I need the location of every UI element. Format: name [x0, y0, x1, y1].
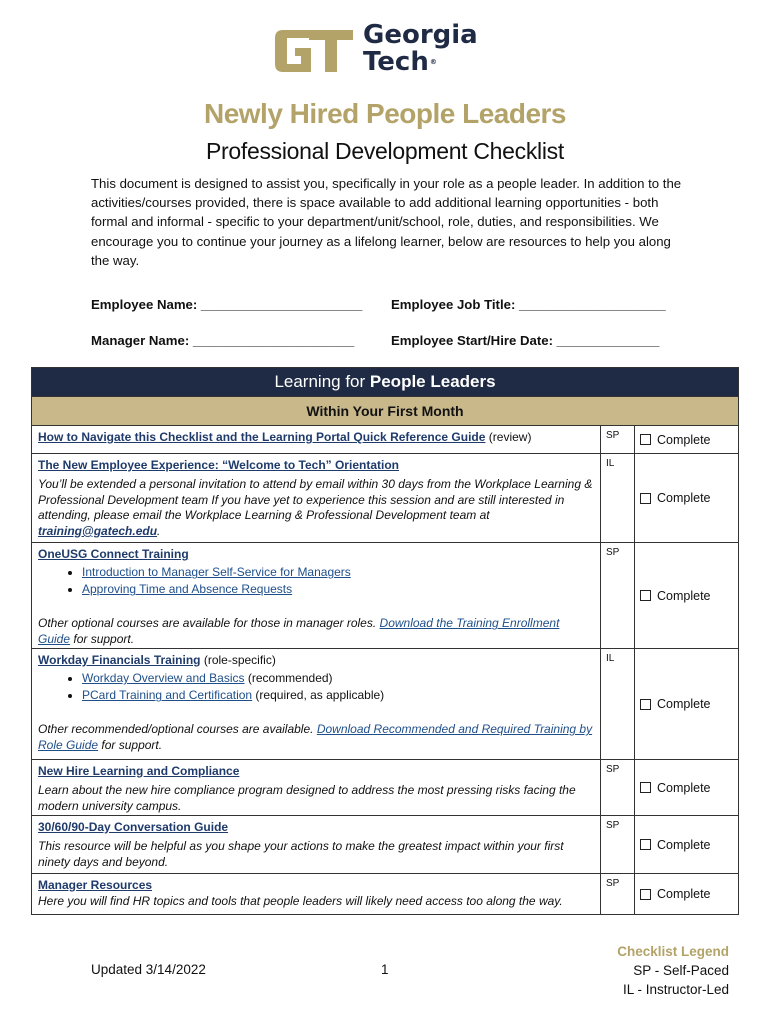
complete-label: Complete — [657, 837, 711, 852]
complete-checkbox[interactable] — [635, 874, 738, 914]
checkbox-icon[interactable] — [640, 434, 651, 445]
table-subheader: Within Your First Month — [32, 396, 738, 425]
email-link[interactable]: training@gatech.edu — [38, 523, 158, 538]
row-title-suffix: (role-specific) — [200, 653, 276, 667]
row-title-link[interactable]: How to Navigate this Checklist and the Learning Portal Quick Reference Guide — [38, 430, 486, 444]
row-description: Here you will find HR topics and tools that people leaders will likely need access too along the way. — [38, 894, 563, 909]
table-row — [32, 873, 738, 914]
complete-checkbox[interactable] — [635, 454, 738, 542]
table-row — [32, 425, 738, 453]
row-type: SP — [601, 874, 635, 914]
course-link[interactable]: Introduction to Manager Self-Service for Managers — [82, 565, 351, 580]
georgia-tech-logo — [273, 20, 478, 82]
course-link[interactable]: Workday Overview and Basics — [82, 671, 245, 686]
complete-label: Complete — [657, 432, 711, 447]
course-list — [38, 564, 594, 598]
start-date-field[interactable]: Employee Start/Hire Date: ______________ — [391, 333, 660, 348]
legend-il: IL - Instructor-Led — [622, 982, 729, 997]
checkbox-icon[interactable] — [640, 839, 651, 850]
complete-label: Complete — [657, 588, 711, 603]
legend-sp: SP - Self-Paced — [633, 963, 729, 978]
table-row — [32, 759, 738, 815]
updated-date: Updated 3/14/2022 — [91, 962, 206, 977]
checkbox-icon[interactable] — [640, 782, 651, 793]
employee-name-field[interactable]: Employee Name: ______________________ — [91, 297, 363, 312]
row-note: Other recommended/optional courses are available. Download Recommended and Required Training by Role Guide for support. — [38, 722, 593, 752]
table-row — [32, 648, 738, 759]
row-title-link[interactable]: 30/60/90-Day Conversation Guide — [38, 820, 229, 834]
table-header: Learning for People Leaders — [32, 368, 738, 396]
row-title-link[interactable]: Manager Resources — [38, 878, 153, 892]
intro-paragraph: This document is designed to assist you, specifically in your role as a people leader. In addition to the activities/courses provided, there is space available to add additional learning opportunities - both formal and informal - specific to your department/unit/school, role, duties, and responsibilities. We encourage you to continue your journey as a lifelong learner, below are resources to help you along the way. — [91, 176, 682, 268]
gt-monogram-icon — [273, 26, 355, 76]
checkbox-icon[interactable] — [640, 699, 651, 710]
page-subtitle: Professional Development Checklist — [206, 138, 564, 164]
checkbox-icon[interactable] — [640, 889, 651, 900]
page-title: Newly Hired People Leaders — [203, 98, 567, 129]
course-link[interactable]: Approving Time and Absence Requests — [82, 582, 293, 597]
row-title-link[interactable]: OneUSG Connect Training — [38, 547, 189, 561]
table-row — [32, 453, 738, 542]
course-list: • Workday Overview and Basics (recommended) • PCard Training and Certification (required, as applicable) — [38, 670, 594, 704]
row-description: Learn about the new hire compliance program designed to address the most pressing risks facing the modern university campus. — [38, 783, 576, 813]
row-title-link[interactable]: New Hire Learning and Compliance — [38, 764, 240, 778]
employee-job-title-field[interactable]: Employee Job Title: ____________________ — [391, 297, 666, 312]
complete-label: Complete — [657, 780, 711, 795]
manager-name-field[interactable]: Manager Name: ______________________ — [91, 333, 355, 348]
complete-checkbox[interactable] — [635, 649, 738, 759]
row-description: You’ll be extended a personal invitation to attend by email within 30 days from the Workplace Learning & Professional Development team If you have yet to experience this session and are still interested in attending, please email the Workplace Learning & Professional Development team at training@gatech.edu. — [38, 477, 593, 538]
row-type: SP — [601, 816, 635, 873]
role-guide-link[interactable]: Download Recommended and Required Training by Role Guide — [38, 722, 593, 752]
row-title-link[interactable]: The New Employee Experience: “Welcome to Tech” Orientation — [38, 458, 399, 472]
page-number: 1 — [381, 962, 389, 977]
complete-checkbox[interactable] — [635, 760, 738, 815]
complete-checkbox[interactable] — [635, 543, 738, 648]
checklist-table — [31, 367, 739, 915]
row-type: IL — [601, 649, 635, 759]
row-description: This resource will be helpful as you shape your actions to make the greatest impact within your first ninety days and beyond. — [38, 839, 564, 869]
checkbox-icon[interactable] — [640, 493, 651, 504]
table-row — [32, 542, 738, 648]
row-note: Other optional courses are available for those in manager roles. Download the Training Enrollment Guide for support. — [38, 616, 560, 646]
complete-checkbox[interactable] — [635, 816, 738, 873]
row-type: SP — [601, 543, 635, 648]
complete-checkbox[interactable] — [635, 426, 738, 453]
table-row — [32, 815, 738, 873]
row-type: SP — [601, 760, 635, 815]
logo-wordmark: Georgia Tech® — [363, 20, 478, 77]
course-link[interactable]: PCard Training and Certification — [82, 688, 253, 703]
row-type: IL — [601, 454, 635, 542]
legend-title: Checklist Legend — [617, 944, 729, 959]
enrollment-guide-link[interactable]: Download the Training Enrollment Guide — [38, 616, 560, 646]
row-title-link[interactable]: Workday Financials Training — [38, 653, 201, 667]
row-type: SP — [601, 426, 635, 453]
complete-label: Complete — [657, 887, 711, 901]
complete-label: Complete — [657, 491, 711, 505]
row-title-suffix: (review) — [485, 430, 532, 444]
checkbox-icon[interactable] — [640, 590, 651, 601]
complete-label: Complete — [657, 697, 711, 711]
checklist-legend — [617, 942, 729, 999]
